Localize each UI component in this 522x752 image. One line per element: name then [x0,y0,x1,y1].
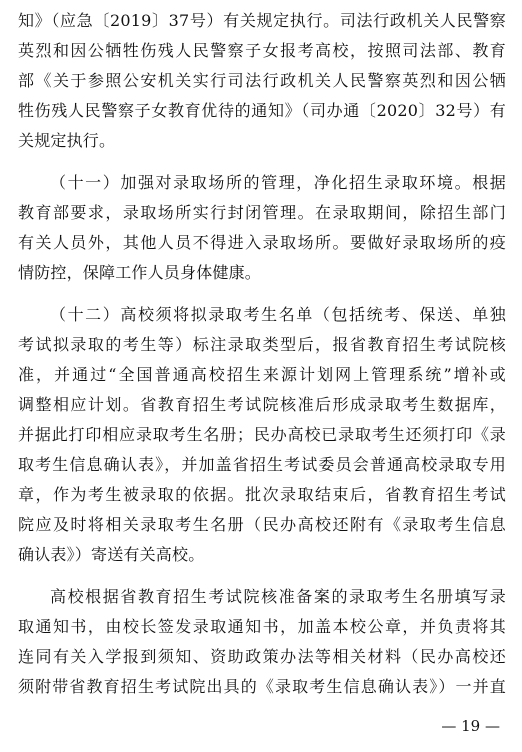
document-page [18,6,506,702]
text-line: 并据此打印相应录取考生名册；民办高校已录取考生还须打印《录 [18,425,506,444]
text-line: 院应及时将相关录取考生名册（民办高校还附有《录取考生信息 [18,515,506,534]
paragraph-gap [18,288,506,300]
paragraph-item-12 [18,300,506,570]
text-line: 情防控，保障工作人员身体健康。 [18,263,262,282]
text-line: 关规定执行。 [18,131,116,150]
text-line: （十一）加强对录取场所的管理，净化招生录取环境。根据 [50,173,506,192]
text-line: 部《关于参照公安机关实行司法行政机关人民警察英烈和因公牺 [18,71,506,90]
text-line: 考试拟录取的考生等）标注录取类型后，报省教育招生考试院核 [18,335,506,354]
paragraph-item-11 [18,168,506,288]
text-line: 牲伤残人民警察子女教育优待的通知》（司办通〔2020〕32号）有 [18,101,506,120]
page-number: — 19 — [441,717,500,735]
text-line: 知》（应急〔2019〕37号）有关规定执行。司法行政机关人民警察 [18,11,506,30]
text-line: （十二）高校须将拟录取考生名单（包括统考、保送、单独 [50,305,506,324]
text-line: 调整相应计划。省教育招生考试院核准后形成录取考生数据库， [18,395,506,414]
text-line: 取考生信息确认表》，并加盖省招生考试委员会普通高校录取专用 [18,455,506,474]
paragraph-continuation [18,6,506,156]
text-line: 教育部要求，录取场所实行封闭管理。在录取期间，除招生部门 [18,203,506,222]
text-line: 须附带省教育招生考试院出具的《录取考生信息确认表》）一并直 [18,677,506,696]
text-line: 章，作为考生被录取的依据。批次录取结束后，省教育招生考试 [18,485,506,504]
text-line: 准，并通过“全国普通高校招生来源计划网上管理系统”增补或 [18,365,506,384]
text-line: 取通知书，由校长签发录取通知书，加盖本校公章，并负责将其 [18,617,506,636]
paragraph-gap [18,156,506,168]
paragraph-gap [18,570,506,582]
paragraph-notice [18,582,506,702]
text-line: 确认表》）寄送有关高校。 [18,545,205,564]
text-line: 连同有关入学报到须知、资助政策办法等相关材料（民办高校还 [18,647,506,666]
text-line: 高校根据省教育招生考试院核准备案的录取考生名册填写录 [50,587,506,606]
text-line: 有关人员外，其他人员不得进入录取场所。要做好录取场所的疫 [18,233,506,252]
text-line: 英烈和因公牺牲伤残人民警察子女报考高校，按照司法部、教育 [18,41,506,60]
